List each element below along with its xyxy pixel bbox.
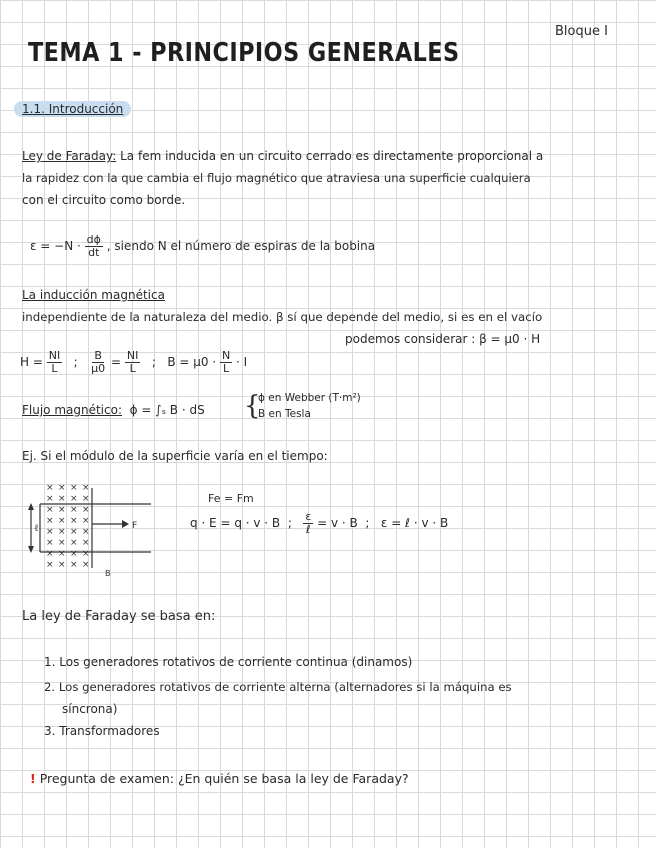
b-field-cross: × xyxy=(82,505,90,515)
b-field-cross: × xyxy=(70,527,78,537)
emf-text: , siendo N el número de espiras de la bobina xyxy=(106,239,376,253)
b-field-cross: × xyxy=(46,483,54,493)
b-label: B xyxy=(105,569,111,578)
faraday-line-2: la rapidez con la que cambia el flujo magnético que atraviesa una superficie cualquiera xyxy=(22,171,531,185)
flux-expr: ϕ = ∫ₛ B · dS xyxy=(129,403,205,417)
emf-lhs: ε = −N · xyxy=(30,239,81,253)
eq2-left: q · E = q · v · B xyxy=(190,516,281,530)
b-field-cross: × xyxy=(82,560,90,570)
exam-question xyxy=(30,768,409,790)
basis-item-2-cont: síncrona) xyxy=(62,702,118,716)
e-l-fraction xyxy=(303,511,313,536)
basis-item-3: 3. Transformadores xyxy=(44,724,160,738)
force-label: F xyxy=(132,521,138,531)
force-arrow-head xyxy=(122,520,129,528)
b-field-cross: × xyxy=(70,538,78,548)
eq2-mid: = v · B xyxy=(317,516,358,530)
faraday-line-3: con el circuito como borde. xyxy=(22,193,186,207)
exam-text: Pregunta de examen: ¿En quién se basa la ley de Faraday? xyxy=(39,771,409,786)
ni-num: NI xyxy=(126,349,139,362)
section-heading-text: 1.1. Introducción xyxy=(14,101,131,117)
length-arrow-up xyxy=(28,503,34,510)
flux-unit-2: B en Tesla xyxy=(258,408,311,420)
eq2-sep-1: ; xyxy=(287,516,292,530)
b-den: μ0 xyxy=(91,362,106,375)
example-text: Ej. Si el módulo de la superficie varía en el tiempo: xyxy=(22,449,328,463)
emf-fraction xyxy=(85,234,103,259)
b-field-cross: × xyxy=(46,549,54,559)
page-title: TEMA 1 - PRINCIPIOS GENERALES xyxy=(28,38,460,68)
h-lhs: H = xyxy=(20,355,43,369)
induction-line-1 xyxy=(22,284,165,306)
ni-l-fraction xyxy=(125,350,140,375)
b-field-cross: × xyxy=(82,549,90,559)
nl-den: L xyxy=(223,362,230,375)
flux-term: Flujo magnético: xyxy=(22,403,123,417)
b-field-cross: × xyxy=(82,527,90,537)
basis-intro: La ley de Faraday se basa en: xyxy=(22,609,216,624)
b-field-cross: × xyxy=(58,538,66,548)
b-field-cross: × xyxy=(70,516,78,526)
flux-brace: { xyxy=(244,391,261,421)
e-num: ε xyxy=(305,510,312,523)
basis-item-2: 2. Los generadores rotativos de corriente alterna (alternadores si la máquina es xyxy=(44,680,512,694)
b-field-cross: × xyxy=(58,494,66,504)
b-field-cross: × xyxy=(46,527,54,537)
exam-mark: ! xyxy=(30,771,36,786)
e-den: ℓ xyxy=(306,523,311,536)
b-field-cross: × xyxy=(70,560,78,570)
eq2-sep-2: ; xyxy=(365,516,370,530)
b-tail: · I xyxy=(236,355,248,369)
b-field-crosses xyxy=(46,483,90,570)
faraday-text-1: La fem inducida en un circuito cerrado es directamente proporcional a xyxy=(120,149,544,163)
eq-sign: = xyxy=(111,355,122,369)
h-den: L xyxy=(51,362,58,375)
example-equations xyxy=(190,511,448,536)
section-heading xyxy=(14,98,131,117)
b-field-cross: × xyxy=(58,560,66,570)
sep-2: ; xyxy=(151,355,156,369)
faraday-line-1 xyxy=(22,145,543,167)
moving-conductor-diagram xyxy=(26,478,156,582)
eq2-final: ε = ℓ · v · B xyxy=(380,516,449,530)
b-field-cross: × xyxy=(58,549,66,559)
b-field-cross: × xyxy=(70,549,78,559)
b-num: B xyxy=(94,349,102,362)
flux-unit-1: ϕ en Webber (T·m²) xyxy=(258,392,361,404)
faraday-term: Ley de Faraday: xyxy=(22,149,117,163)
b-field-cross: × xyxy=(46,505,54,515)
field-formulas xyxy=(20,350,247,375)
b-field-cross: × xyxy=(46,560,54,570)
b-field-cross: × xyxy=(58,516,66,526)
length-label: ℓ xyxy=(34,523,39,534)
b-field-cross: × xyxy=(70,494,78,504)
b-field-cross: × xyxy=(58,483,66,493)
b-field-cross: × xyxy=(82,538,90,548)
b-field-cross: × xyxy=(46,516,54,526)
b-field-cross: × xyxy=(46,538,54,548)
b-field-cross: × xyxy=(82,494,90,504)
length-arrow-down xyxy=(28,546,34,553)
flux-line xyxy=(22,399,205,421)
block-label: Bloque I xyxy=(555,24,608,39)
b-field-cross: × xyxy=(82,516,90,526)
b-field-cross: × xyxy=(58,527,66,537)
b-mu-fraction xyxy=(89,350,107,375)
ni-den: L xyxy=(129,362,136,375)
b-field-cross: × xyxy=(58,505,66,515)
b-field-cross: × xyxy=(82,483,90,493)
b-field-cross: × xyxy=(70,505,78,515)
emf-num: dϕ xyxy=(86,233,101,246)
induction-term: La inducción magnética xyxy=(22,288,165,302)
induction-line-2: independiente de la naturaleza del medio. β sí que depende del medio, si es en el vacío xyxy=(22,310,543,324)
h-fraction xyxy=(47,350,62,375)
nl-num: N xyxy=(221,349,231,362)
induction-line-3: podemos considerar : β = μ0 · H xyxy=(345,332,541,346)
sep-1: ; xyxy=(73,355,78,369)
b-field-cross: × xyxy=(46,494,54,504)
b-lhs: B = μ0 · xyxy=(167,355,217,369)
emf-den: dt xyxy=(88,246,100,259)
emf-formula xyxy=(30,234,375,259)
basis-item-1: 1. Los generadores rotativos de corriente continua (dinamos) xyxy=(44,655,413,669)
h-num: NI xyxy=(48,349,61,362)
b-field-cross: × xyxy=(70,483,78,493)
n-l-fraction xyxy=(220,350,232,375)
force-balance: Fe = Fm xyxy=(208,492,254,505)
